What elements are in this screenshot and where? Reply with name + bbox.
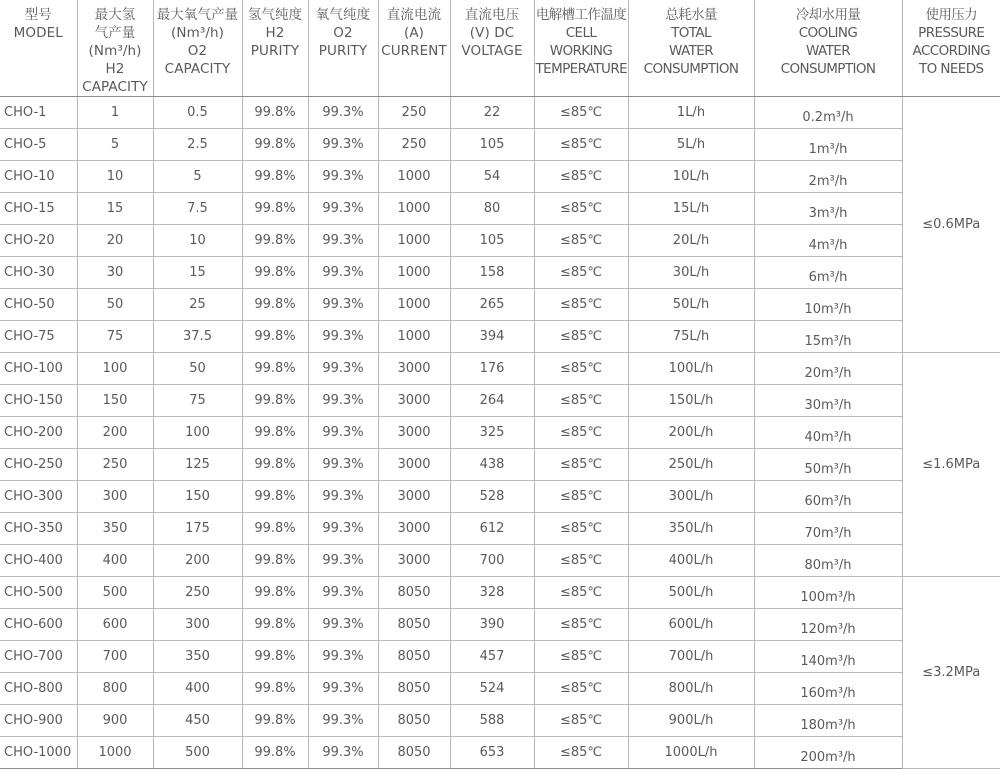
cell-dc-voltage: 328 <box>450 577 534 609</box>
cell-dc-current: 3000 <box>378 449 450 481</box>
cell-total-water: 15L/h <box>628 193 754 225</box>
cell-dc-voltage: 394 <box>450 321 534 353</box>
cell-o2-purity: 99.3% <box>308 545 378 577</box>
cell-h2-capacity: 200 <box>77 417 153 449</box>
table-row <box>0 481 1000 513</box>
cell-cell-temperature: ≤85℃ <box>534 737 628 769</box>
cell-h2-capacity: 350 <box>77 513 153 545</box>
cell-cooling-water: 40m³/h <box>754 417 902 449</box>
cell-o2-purity: 99.3% <box>308 257 378 289</box>
cell-h2-capacity: 300 <box>77 481 153 513</box>
cell-cell-temperature: ≤85℃ <box>534 129 628 161</box>
cell-model: CHO-50 <box>0 289 77 321</box>
cell-h2-capacity: 150 <box>77 385 153 417</box>
cell-cooling-water: 140m³/h <box>754 641 902 673</box>
header-line: 型号 <box>24 7 52 23</box>
cell-h2-capacity: 500 <box>77 577 153 609</box>
cell-dc-voltage: 390 <box>450 609 534 641</box>
cell-model: CHO-100 <box>0 353 77 385</box>
cell-h2-purity: 99.8% <box>242 609 308 641</box>
cell-dc-voltage: 325 <box>450 417 534 449</box>
cell-cell-temperature: ≤85℃ <box>534 289 628 321</box>
table-row <box>0 193 1000 225</box>
cell-dc-current: 3000 <box>378 513 450 545</box>
cell-cooling-water: 180m³/h <box>754 705 902 737</box>
cell-o2-purity: 99.3% <box>308 129 378 161</box>
cell-h2-purity: 99.8% <box>242 97 308 129</box>
cell-o2-capacity: 400 <box>153 673 242 705</box>
cell-dc-current: 3000 <box>378 353 450 385</box>
cell-o2-purity: 99.3% <box>308 321 378 353</box>
header-line: O2 <box>333 25 353 41</box>
header-line: 直流电压 <box>464 7 520 23</box>
cell-dc-voltage: 653 <box>450 737 534 769</box>
cell-dc-voltage: 528 <box>450 481 534 513</box>
table-row <box>0 97 1000 129</box>
cell-dc-current: 8050 <box>378 641 450 673</box>
cell-dc-voltage: 265 <box>450 289 534 321</box>
cell-h2-capacity: 900 <box>77 705 153 737</box>
cell-h2-purity: 99.8% <box>242 737 308 769</box>
header-line: 冷却水用量 <box>795 7 861 23</box>
cell-total-water: 900L/h <box>628 705 754 737</box>
table-row <box>0 705 1000 737</box>
cell-o2-purity: 99.3% <box>308 737 378 769</box>
cell-total-water: 250L/h <box>628 449 754 481</box>
cell-o2-capacity: 250 <box>153 577 242 609</box>
header-model <box>0 0 77 97</box>
cell-h2-capacity: 10 <box>77 161 153 193</box>
header-line: 氧气纯度 <box>315 7 371 23</box>
cell-dc-voltage: 22 <box>450 97 534 129</box>
cell-model: CHO-20 <box>0 225 77 257</box>
cell-total-water: 150L/h <box>628 385 754 417</box>
header-line: (V) DC <box>469 25 515 41</box>
cell-h2-purity: 99.8% <box>242 161 308 193</box>
cell-total-water: 400L/h <box>628 545 754 577</box>
cell-dc-current: 1000 <box>378 257 450 289</box>
cell-total-water: 100L/h <box>628 353 754 385</box>
cell-model: CHO-400 <box>0 545 77 577</box>
cell-h2-capacity: 400 <box>77 545 153 577</box>
cell-o2-capacity: 2.5 <box>153 129 242 161</box>
cell-cooling-water: 70m³/h <box>754 513 902 545</box>
cell-dc-current: 1000 <box>378 289 450 321</box>
cell-total-water: 1L/h <box>628 97 754 129</box>
cell-h2-purity: 99.8% <box>242 641 308 673</box>
header-line: TEMPERATURE <box>535 61 628 77</box>
header-line: 直流电流 <box>386 7 442 23</box>
cell-cell-temperature: ≤85℃ <box>534 321 628 353</box>
cell-o2-capacity: 200 <box>153 545 242 577</box>
cell-cooling-water: 20m³/h <box>754 353 902 385</box>
cell-o2-purity: 99.3% <box>308 481 378 513</box>
cell-cell-temperature: ≤85℃ <box>534 193 628 225</box>
cell-o2-capacity: 350 <box>153 641 242 673</box>
cell-total-water: 10L/h <box>628 161 754 193</box>
cell-model: CHO-700 <box>0 641 77 673</box>
cell-model: CHO-200 <box>0 417 77 449</box>
cell-h2-purity: 99.8% <box>242 225 308 257</box>
table-row <box>0 321 1000 353</box>
cell-h2-purity: 99.8% <box>242 673 308 705</box>
cell-model: CHO-10 <box>0 161 77 193</box>
cell-dc-current: 8050 <box>378 609 450 641</box>
header-cooling-water <box>754 0 902 97</box>
cell-o2-purity: 99.3% <box>308 289 378 321</box>
cell-cooling-water: 60m³/h <box>754 481 902 513</box>
cell-cooling-water: 120m³/h <box>754 609 902 641</box>
cell-h2-capacity: 1 <box>77 97 153 129</box>
table-row <box>0 513 1000 545</box>
cell-model: CHO-5 <box>0 129 77 161</box>
cell-o2-purity: 99.3% <box>308 513 378 545</box>
cell-cell-temperature: ≤85℃ <box>534 513 628 545</box>
cell-cell-temperature: ≤85℃ <box>534 449 628 481</box>
header-line: PURITY <box>318 43 368 59</box>
cell-o2-purity: 99.3% <box>308 417 378 449</box>
cell-o2-purity: 99.3% <box>308 577 378 609</box>
cell-h2-purity: 99.8% <box>242 449 308 481</box>
cell-o2-capacity: 37.5 <box>153 321 242 353</box>
cell-cooling-water: 3m³/h <box>754 193 902 225</box>
cell-dc-voltage: 457 <box>450 641 534 673</box>
table-row <box>0 257 1000 289</box>
table-row <box>0 353 1000 385</box>
cell-o2-purity: 99.3% <box>308 449 378 481</box>
header-line: CELL <box>565 25 597 41</box>
cell-o2-capacity: 15 <box>153 257 242 289</box>
table-row <box>0 225 1000 257</box>
table-row <box>0 577 1000 609</box>
cell-h2-capacity: 1000 <box>77 737 153 769</box>
cell-cell-temperature: ≤85℃ <box>534 225 628 257</box>
header-line: 最大氧气产量 <box>156 7 239 23</box>
cell-o2-capacity: 100 <box>153 417 242 449</box>
header-line: 使用压力 <box>925 7 978 23</box>
header-line: 气产量 <box>94 25 136 41</box>
cell-cooling-water: 30m³/h <box>754 385 902 417</box>
table-row <box>0 385 1000 417</box>
header-line: MODEL <box>13 25 63 41</box>
cell-h2-capacity: 50 <box>77 289 153 321</box>
cell-h2-capacity: 700 <box>77 641 153 673</box>
cell-model: CHO-150 <box>0 385 77 417</box>
cell-dc-voltage: 612 <box>450 513 534 545</box>
cell-pressure: ≤0.6MPa <box>902 97 1000 353</box>
cell-h2-purity: 99.8% <box>242 353 308 385</box>
cell-cooling-water: 2m³/h <box>754 161 902 193</box>
cell-dc-current: 1000 <box>378 225 450 257</box>
cell-model: CHO-15 <box>0 193 77 225</box>
cell-dc-current: 3000 <box>378 385 450 417</box>
cell-o2-capacity: 7.5 <box>153 193 242 225</box>
cell-o2-purity: 99.3% <box>308 385 378 417</box>
cell-o2-capacity: 75 <box>153 385 242 417</box>
cell-cell-temperature: ≤85℃ <box>534 417 628 449</box>
table-row <box>0 289 1000 321</box>
cell-total-water: 500L/h <box>628 577 754 609</box>
cell-model: CHO-500 <box>0 577 77 609</box>
cell-cooling-water: 1m³/h <box>754 129 902 161</box>
cell-h2-purity: 99.8% <box>242 289 308 321</box>
cell-h2-purity: 99.8% <box>242 193 308 225</box>
cell-total-water: 50L/h <box>628 289 754 321</box>
table-row <box>0 417 1000 449</box>
cell-dc-current: 8050 <box>378 673 450 705</box>
cell-o2-purity: 99.3% <box>308 225 378 257</box>
cell-dc-current: 8050 <box>378 577 450 609</box>
cell-total-water: 30L/h <box>628 257 754 289</box>
cell-o2-purity: 99.3% <box>308 641 378 673</box>
cell-cell-temperature: ≤85℃ <box>534 257 628 289</box>
table-row <box>0 545 1000 577</box>
cell-dc-voltage: 176 <box>450 353 534 385</box>
cell-dc-current: 250 <box>378 129 450 161</box>
cell-cooling-water: 80m³/h <box>754 545 902 577</box>
cell-dc-current: 250 <box>378 97 450 129</box>
cell-h2-purity: 99.8% <box>242 257 308 289</box>
header-line: VOLTAGE <box>461 43 523 59</box>
cell-pressure: ≤3.2MPa <box>902 577 1000 769</box>
cell-dc-voltage: 54 <box>450 161 534 193</box>
cell-o2-purity: 99.3% <box>308 705 378 737</box>
cell-cell-temperature: ≤85℃ <box>534 641 628 673</box>
cell-dc-current: 3000 <box>378 545 450 577</box>
header-line: H2 <box>265 25 285 41</box>
header-line: 最大氢 <box>94 7 136 23</box>
header-line: PRESSURE <box>918 25 985 41</box>
cell-o2-purity: 99.3% <box>308 97 378 129</box>
cell-cooling-water: 4m³/h <box>754 225 902 257</box>
cell-o2-purity: 99.3% <box>308 673 378 705</box>
cell-o2-capacity: 500 <box>153 737 242 769</box>
cell-model: CHO-75 <box>0 321 77 353</box>
cell-h2-capacity: 75 <box>77 321 153 353</box>
table-body <box>0 97 1000 769</box>
cell-o2-capacity: 50 <box>153 353 242 385</box>
header-line: WATER <box>806 43 850 59</box>
header-line: 氢气纯度 <box>247 7 303 23</box>
cell-cell-temperature: ≤85℃ <box>534 353 628 385</box>
cell-h2-purity: 99.8% <box>242 321 308 353</box>
cell-total-water: 600L/h <box>628 609 754 641</box>
cell-model: CHO-900 <box>0 705 77 737</box>
cell-dc-voltage: 80 <box>450 193 534 225</box>
cell-total-water: 5L/h <box>628 129 754 161</box>
cell-o2-purity: 99.3% <box>308 193 378 225</box>
cell-cell-temperature: ≤85℃ <box>534 609 628 641</box>
cell-o2-purity: 99.3% <box>308 609 378 641</box>
cell-dc-voltage: 438 <box>450 449 534 481</box>
cell-h2-purity: 99.8% <box>242 385 308 417</box>
cell-cell-temperature: ≤85℃ <box>534 385 628 417</box>
cell-h2-purity: 99.8% <box>242 705 308 737</box>
cell-o2-capacity: 0.5 <box>153 97 242 129</box>
header-line: (Nm³/h) <box>171 25 224 41</box>
cell-cell-temperature: ≤85℃ <box>534 161 628 193</box>
header-h2-purity <box>242 0 308 97</box>
cell-cooling-water: 50m³/h <box>754 449 902 481</box>
header-row <box>0 0 1000 97</box>
header-line: O2 <box>187 43 208 59</box>
cell-dc-voltage: 700 <box>450 545 534 577</box>
cell-h2-capacity: 20 <box>77 225 153 257</box>
header-h2-capacity <box>77 0 153 97</box>
cell-h2-purity: 99.8% <box>242 577 308 609</box>
header-line: TO NEEDS <box>919 61 984 77</box>
cell-cooling-water: 160m³/h <box>754 673 902 705</box>
cell-dc-voltage: 105 <box>450 225 534 257</box>
cell-total-water: 1000L/h <box>628 737 754 769</box>
cell-cooling-water: 0.2m³/h <box>754 97 902 129</box>
cell-cell-temperature: ≤85℃ <box>534 481 628 513</box>
cell-h2-purity: 99.8% <box>242 129 308 161</box>
header-line: COOLING <box>798 25 858 41</box>
cell-dc-current: 3000 <box>378 417 450 449</box>
cell-cooling-water: 200m³/h <box>754 737 902 769</box>
cell-cell-temperature: ≤85℃ <box>534 705 628 737</box>
cell-h2-purity: 99.8% <box>242 513 308 545</box>
header-line: CAPACITY <box>82 79 148 95</box>
cell-o2-capacity: 125 <box>153 449 242 481</box>
cell-h2-purity: 99.8% <box>242 545 308 577</box>
cell-model: CHO-1000 <box>0 737 77 769</box>
cell-dc-current: 1000 <box>378 161 450 193</box>
cell-cooling-water: 6m³/h <box>754 257 902 289</box>
cell-o2-capacity: 150 <box>153 481 242 513</box>
header-line: PURITY <box>250 43 300 59</box>
table-row <box>0 161 1000 193</box>
cell-pressure: ≤1.6MPa <box>902 353 1000 577</box>
cell-h2-purity: 99.8% <box>242 417 308 449</box>
header-line: CAPACITY <box>164 61 231 77</box>
header-line: WORKING <box>549 43 613 59</box>
cell-h2-capacity: 600 <box>77 609 153 641</box>
header-dc-current <box>378 0 450 97</box>
cell-o2-capacity: 5 <box>153 161 242 193</box>
cell-total-water: 75L/h <box>628 321 754 353</box>
cell-model: CHO-30 <box>0 257 77 289</box>
cell-model: CHO-250 <box>0 449 77 481</box>
header-line: WATER <box>669 43 713 59</box>
cell-h2-purity: 99.8% <box>242 481 308 513</box>
header-pressure <box>902 0 1000 97</box>
cell-model: CHO-350 <box>0 513 77 545</box>
cell-total-water: 800L/h <box>628 673 754 705</box>
header-line: 电解槽工作温度 <box>535 7 627 23</box>
cell-cell-temperature: ≤85℃ <box>534 673 628 705</box>
cell-dc-current: 1000 <box>378 321 450 353</box>
cell-model: CHO-800 <box>0 673 77 705</box>
cell-model: CHO-600 <box>0 609 77 641</box>
header-line: H2 <box>105 61 125 77</box>
cell-cell-temperature: ≤85℃ <box>534 545 628 577</box>
header-line: TOTAL <box>671 25 711 41</box>
cell-dc-voltage: 588 <box>450 705 534 737</box>
cell-model: CHO-300 <box>0 481 77 513</box>
header-dc-voltage <box>450 0 534 97</box>
header-total-water <box>628 0 754 97</box>
table-row <box>0 737 1000 769</box>
table-header <box>0 0 1000 97</box>
cell-cell-temperature: ≤85℃ <box>534 577 628 609</box>
cell-h2-capacity: 5 <box>77 129 153 161</box>
header-line: (Nm³/h) <box>88 43 142 59</box>
header-o2-capacity <box>153 0 242 97</box>
cell-h2-capacity: 250 <box>77 449 153 481</box>
cell-cooling-water: 15m³/h <box>754 321 902 353</box>
header-line: 总耗水量 <box>665 7 717 23</box>
cell-o2-purity: 99.3% <box>308 353 378 385</box>
cell-h2-capacity: 100 <box>77 353 153 385</box>
cell-dc-voltage: 264 <box>450 385 534 417</box>
cell-total-water: 200L/h <box>628 417 754 449</box>
cell-dc-current: 8050 <box>378 705 450 737</box>
table-row <box>0 609 1000 641</box>
table-row <box>0 641 1000 673</box>
cell-o2-capacity: 450 <box>153 705 242 737</box>
header-o2-purity <box>308 0 378 97</box>
cell-dc-current: 8050 <box>378 737 450 769</box>
cell-o2-capacity: 25 <box>153 289 242 321</box>
cell-h2-capacity: 800 <box>77 673 153 705</box>
cell-total-water: 20L/h <box>628 225 754 257</box>
cell-cooling-water: 10m³/h <box>754 289 902 321</box>
header-line: CONSUMPTION <box>643 61 739 77</box>
cell-dc-voltage: 524 <box>450 673 534 705</box>
cell-o2-capacity: 10 <box>153 225 242 257</box>
cell-o2-capacity: 300 <box>153 609 242 641</box>
header-line: CONSUMPTION <box>780 61 876 77</box>
header-line: ACCORDING <box>912 43 990 59</box>
header-line: (A) <box>403 25 425 41</box>
cell-dc-voltage: 158 <box>450 257 534 289</box>
cell-cooling-water: 100m³/h <box>754 577 902 609</box>
cell-total-water: 700L/h <box>628 641 754 673</box>
cell-dc-current: 1000 <box>378 193 450 225</box>
cell-h2-capacity: 15 <box>77 193 153 225</box>
cell-o2-purity: 99.3% <box>308 161 378 193</box>
cell-dc-current: 3000 <box>378 481 450 513</box>
table-row <box>0 673 1000 705</box>
cell-h2-capacity: 30 <box>77 257 153 289</box>
cell-model: CHO-1 <box>0 97 77 129</box>
cell-total-water: 300L/h <box>628 481 754 513</box>
table-row <box>0 129 1000 161</box>
cell-cell-temperature: ≤85℃ <box>534 97 628 129</box>
header-cell-temperature <box>534 0 628 97</box>
cell-total-water: 350L/h <box>628 513 754 545</box>
header-line: CURRENT <box>381 43 447 59</box>
cell-dc-voltage: 105 <box>450 129 534 161</box>
table-row <box>0 449 1000 481</box>
cell-o2-capacity: 175 <box>153 513 242 545</box>
